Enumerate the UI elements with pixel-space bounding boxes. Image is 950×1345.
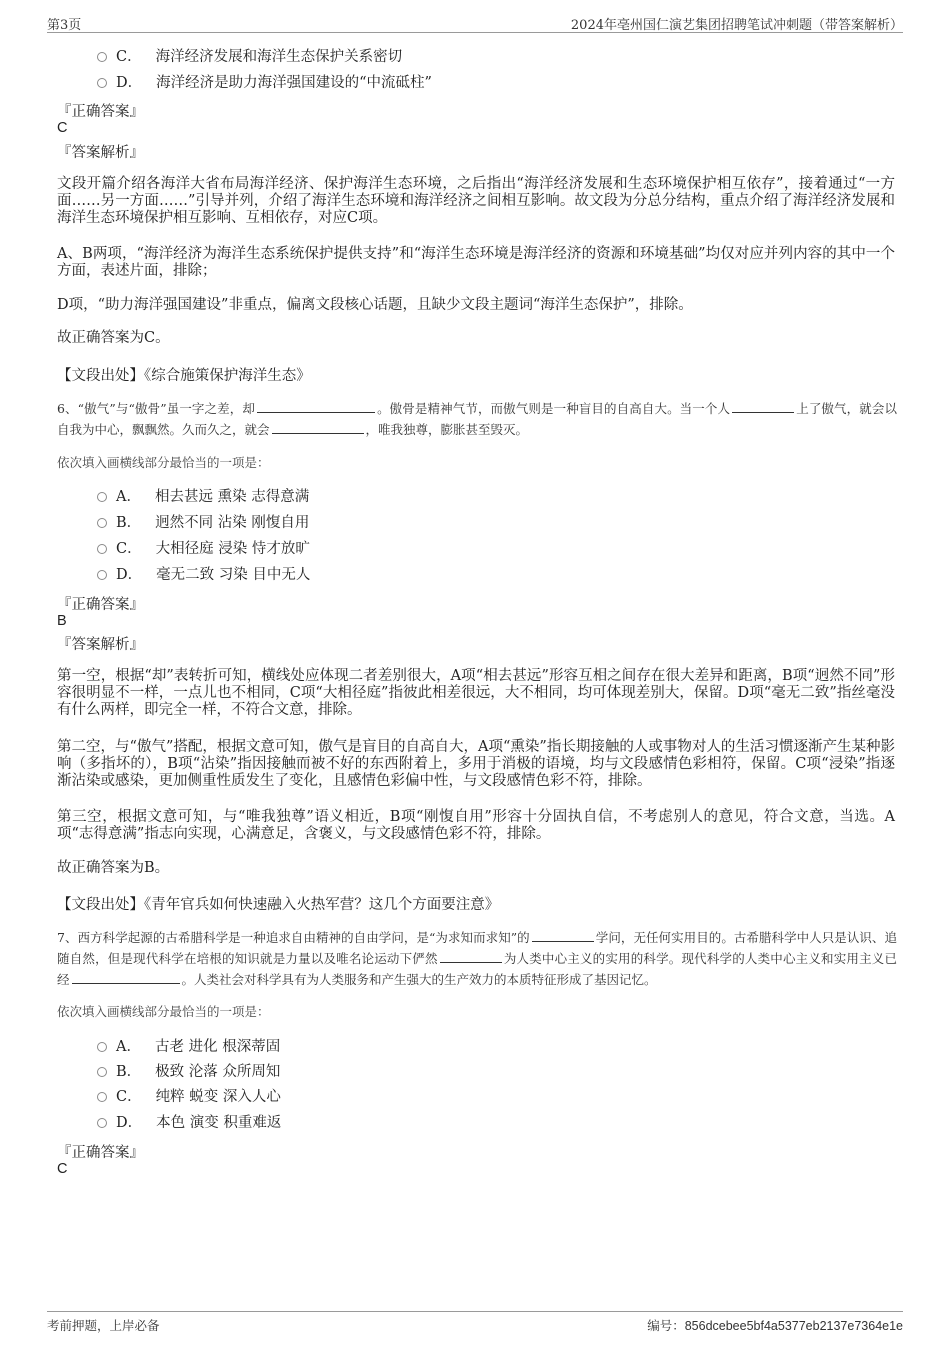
blank-line [732, 401, 794, 413]
q6-stem: 6、“傲气”与“傲骨”虽一字之差，却 。傲骨是精神气节，而傲气则是一种盲目的自高自大。当一个人 上了傲气，就会以自我为中心，飘飘然。久而久之，就会 ，唯我独尊，膨胀甚至毁灭。 [57, 401, 897, 437]
q6-option-d[interactable]: D． 毫无二致 习染 目中无人 [97, 565, 310, 585]
q6-option-a[interactable]: A． 相去甚远 熏染 志得意满 [97, 487, 309, 507]
q6-analysis-paragraph: 第一空，根据“却”表转折可知，横线处应体现二者差别很大，A项“相去甚远”形容互相之间存在很大差异和距离，B项“迥然不同”形容很明显不一样，一点儿也不相同，C项“大相径庭”指彼此相差很远，大不相同，均可体现差别大，保留。D项“毫无二致”指丝毫没有什么两样，即完全一样，不符合文意，排除。 [57, 668, 895, 718]
radio-icon[interactable] [97, 1042, 107, 1052]
page-header [47, 12, 903, 33]
radio-icon[interactable] [97, 78, 107, 88]
q6-instruction: 依次填入画横线部分最恰当的一项是： [57, 455, 270, 470]
q6-analysis-paragraph: 第三空，根据文意可知，与“唯我独尊”语义相近，B项“刚愎自用”形容十分固执自信，不考虑别人的意见，符合文意，当选。A项“志得意满”指志向实现，心满意足，含褒义，与文段感情色彩不符，排除。 [57, 809, 895, 842]
radio-icon[interactable] [97, 544, 107, 554]
q7-option-c[interactable]: C． 纯粹 蜕变 深入人心 [97, 1087, 281, 1107]
radio-icon[interactable] [97, 492, 107, 502]
q6-option-b[interactable]: B． 迥然不同 沾染 刚愎自用 [97, 513, 309, 533]
q5-option-c[interactable]: C． 海洋经济发展和海洋生态保护关系密切 [97, 47, 402, 67]
q5-analysis-paragraph: D项，“助力海洋强国建设”非重点，偏离文段核心话题，且缺少文段主题词“海洋生态保护”，排除。 [57, 297, 693, 313]
q7-answer-label: 『正确答案』 [57, 1145, 144, 1161]
blank-line [532, 930, 594, 942]
radio-icon[interactable] [97, 1118, 107, 1128]
q6-option-c[interactable]: C． 大相径庭 浸染 恃才放旷 [97, 539, 310, 559]
blank-line [272, 422, 364, 434]
q6-analysis-label: 『答案解析』 [57, 637, 144, 653]
q7-option-a[interactable]: A． 古老 进化 根深蒂固 [97, 1037, 280, 1057]
document-title: 2024年亳州国仁演艺集团招聘笔试冲刺题（带答案解析） [570, 18, 903, 33]
q7-answer: C [57, 1161, 68, 1177]
q6-answer-label: 『正确答案』 [57, 597, 144, 613]
q6-answer: B [57, 613, 67, 629]
q7-option-d[interactable]: D． 本色 演变 积重难返 [97, 1113, 281, 1133]
q6-source: 【文段出处】《青年官兵如何快速融入火热军营？这几个方面要注意》 [57, 897, 500, 913]
radio-icon[interactable] [97, 1092, 107, 1102]
q7-option-b[interactable]: B． 极致 沦落 众所周知 [97, 1062, 280, 1082]
q6-analysis-paragraph: 第二空，与“傲气”搭配，根据文意可知，傲气是盲目的自高自大，A项“熏染”指长期接触的人或事物对人的生活习惯逐渐产生某种影响（多指坏的），B项“沾染”指因接触而被不好的东西附着上，多用于消极的语境，均与文段感情色彩相符，保留。C项“浸染”指逐渐沾染或感染，更加侧重性质发生了变化，且感情色彩偏中性，与文段感情色彩不符，排除。 [57, 739, 895, 789]
footer-slogan: 考前押题，上岸必备 [47, 1318, 160, 1333]
document-code: 编号：856dcebee5bf4a5377eb2137e7364e1e [647, 1319, 903, 1333]
q5-answer-label: 『正确答案』 [57, 104, 144, 120]
blank-line [72, 972, 180, 984]
page-footer [47, 1311, 903, 1336]
q5-answer: C [57, 120, 68, 136]
q5-analysis-paragraph: A、B两项，“海洋经济为海洋生态系统保护提供支持”和“海洋生态环境是海洋经济的资源和环境基础”均仅对应并列内容的其中一个方面，表述片面，排除； [57, 246, 895, 279]
q5-source: 【文段出处】《综合施策保护海洋生态》 [57, 368, 311, 384]
blank-line [257, 401, 375, 413]
radio-icon[interactable] [97, 52, 107, 62]
radio-icon[interactable] [97, 1067, 107, 1077]
q5-analysis-paragraph: 故正确答案为C。 [57, 330, 170, 346]
blank-line [440, 951, 502, 963]
q7-instruction: 依次填入画横线部分最恰当的一项是： [57, 1004, 270, 1019]
q5-analysis-label: 『答案解析』 [57, 145, 144, 161]
q7-stem: 7、西方科学起源的古希腊科学是一种追求自由精神的自由学问，是“为求知而求知”的 学问，无任何实用目的。古希腊科学中人只是认识、追随自然，但是现代科学在培根的知识就是力量以及唯名论运动下俨然 为人类中心主义的实用的科学。现代科学的人类中心主义和实用主义已经 。人类社会对科学具有为人类服务和产生强大的生产效力的本质特征形成了基因记忆。 [57, 930, 897, 987]
radio-icon[interactable] [97, 518, 107, 528]
radio-icon[interactable] [97, 570, 107, 580]
page-number: 第3页 [47, 18, 82, 33]
q6-analysis-paragraph: 故正确答案为B。 [57, 860, 170, 876]
q5-analysis-paragraph: 文段开篇介绍各海洋大省布局海洋经济、保护海洋生态环境，之后指出“海洋经济发展和生态环境保护相互依存”，接着通过“一方面……另一方面……”引导并列，介绍了海洋生态环境和海洋经济之间相互影响。故文段为分总分结构，重点介绍了海洋经济发展和海洋生态环境保护相互影响、互相依存，对应C项。 [57, 176, 895, 226]
q5-option-d[interactable]: D． 海洋经济是助力海洋强国建设的“中流砥柱” [97, 73, 432, 93]
